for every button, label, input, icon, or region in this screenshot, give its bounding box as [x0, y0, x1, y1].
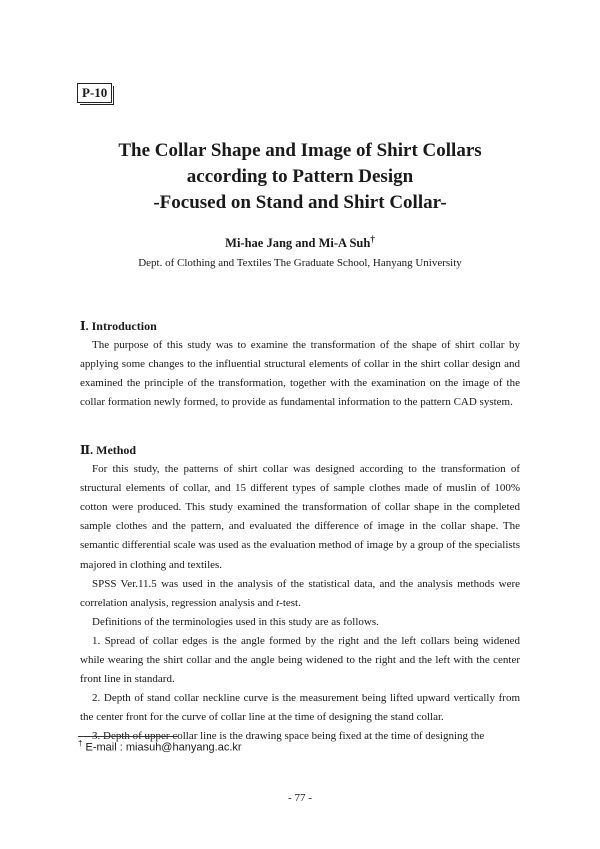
definition-2: 2. Depth of stand collar neckline curve is the measurement being lifted upward vertically from the center front for the curve of collar line at the time of designing the stand collar.: [80, 692, 520, 724]
method-paragraph-2-text: SPSS Ver.11.5 was used in the analysis of the statistical data, and the analysis methods were correlation analysis, regression analysis and: [80, 577, 520, 609]
introduction-paragraph: The purpose of this study was to examine the transformation of the shape of shirt collar by applying some changes to the influential structural elements of collar in the shirt collar design and examined the principle of the transformation, together with the examination on the image of the collar formation newly formed, to provide as fundamental information to the pattern CAD system.: [80, 339, 520, 409]
title-line-2: according to Pattern Design: [186, 166, 414, 187]
affiliation: Dept. of Clothing and Textiles The Graduate School, Hanyang University: [138, 257, 462, 269]
method-paragraph-2: [80, 575, 520, 613]
section-method: [80, 441, 520, 747]
paper-title: [60, 138, 540, 216]
footnote-mark: †: [78, 739, 83, 748]
page-number: - 77 -: [288, 792, 312, 804]
footnote-email: E-mail : miasuh@hanyang.ac.kr: [82, 741, 242, 754]
definition-3: 3. Depth of upper collar line is the drawing space being fixed at the time of designing the: [92, 730, 485, 743]
footnote: [78, 739, 242, 754]
title-line-3: -Focused on Stand and Shirt Collar-: [153, 192, 447, 213]
method-paragraph-1: For this study, the patterns of shirt collar was designed according to the transformation of structural elements of collar, and 15 different types of sample clothes made of muslin of 100% cotton were produced. This study examined the transformation of collar shape in the completed sample clothes and the pattern, and evaluated the difference of image in the collar shape. The semantic differential scale was used as the evaluation method of image by a group of the specialists majored in clothing and textiles.: [80, 463, 520, 571]
author-footnote-mark: †: [370, 234, 375, 244]
author-line: [60, 234, 540, 251]
t-test-italic: t: [276, 596, 280, 609]
section-introduction: [80, 317, 520, 412]
footnote-divider: [78, 736, 178, 737]
method-paragraph-3: Definitions of the terminologies used in this study are as follows.: [92, 615, 379, 628]
authors: Mi-hae Jang and Mi-A Suh: [225, 236, 371, 251]
paper-code-box: P-10: [77, 83, 112, 103]
section-heading-introduction: Ⅰ. Introduction: [80, 319, 157, 333]
definition-1: 1. Spread of collar edges is the angle formed by the right and the left collars being widened while wearing the shirt collar and the angle being widened to the right and the left with the center front line in standard.: [80, 634, 520, 686]
method-paragraph-2-end: -test.: [279, 596, 301, 609]
title-line-1: The Collar Shape and Image of Shirt Collars: [118, 140, 482, 161]
section-heading-method: Ⅱ. Method: [80, 443, 137, 457]
